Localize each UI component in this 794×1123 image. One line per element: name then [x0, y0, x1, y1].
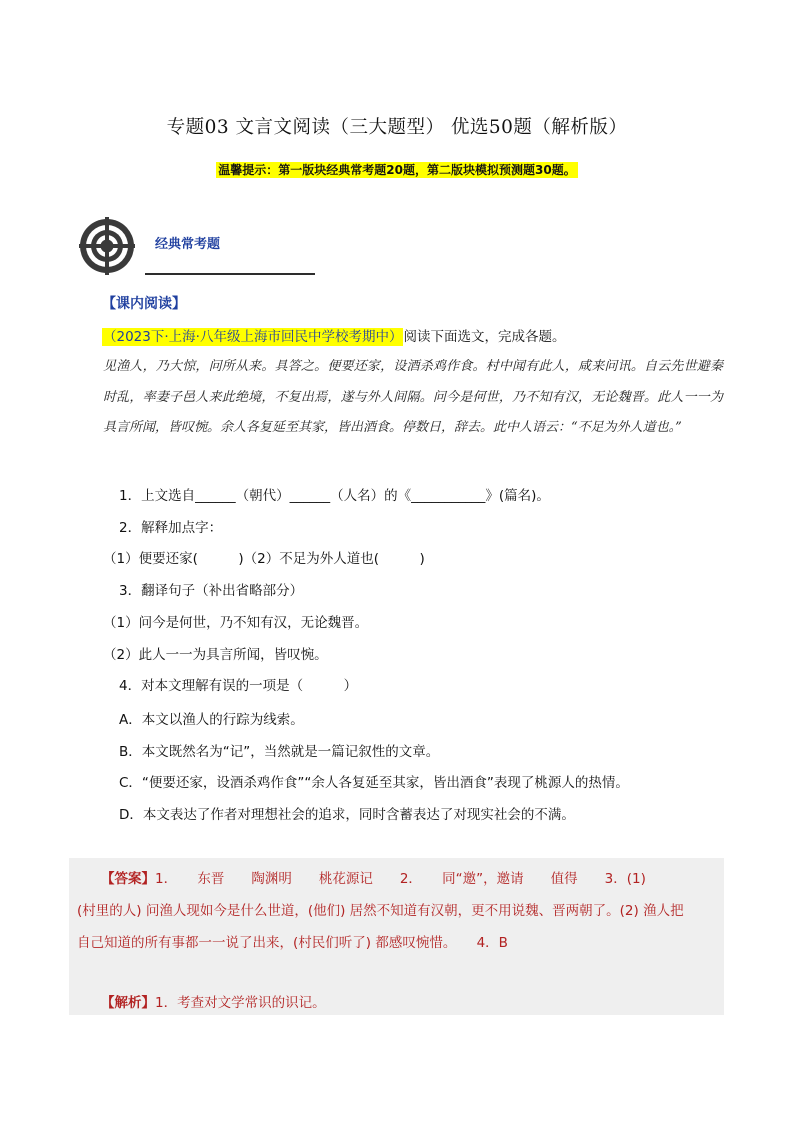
section-heading: 【课内阅读】 — [102, 296, 186, 312]
answer-line-2: (村里的人) 问渔人现如今是什么世道，(他们) 居然不知道有汉朝，更不用说魏、晋两朝了。(2) 渔人把 — [77, 903, 684, 919]
question-2: 2．解释加点字： — [119, 520, 223, 536]
section-badge — [75, 217, 245, 275]
question-4-option-d: D．本文表达了作者对理想社会的追求，同时含蓄表达了对现实社会的不满。 — [119, 807, 575, 823]
question-source — [102, 325, 565, 345]
question-4: 4．对本文理解有误的一项是（ ） — [119, 678, 358, 694]
tip-text: 温馨提示：第一版块经典常考题20题，第二版块模拟预测题30题。 — [218, 163, 576, 177]
question-1: 1．上文选自______（朝代）______（人名）的《___________》(篇名)。 — [119, 488, 550, 504]
analysis-text: 1．考查对文学常识的识记。 — [155, 995, 326, 1011]
badge-underline — [145, 273, 315, 275]
question-3-item-1: （1）问今是何世，乃不知有汉，无论魏晋。 — [103, 615, 369, 631]
tip-notice — [0, 161, 794, 178]
answer-line-3: 自己知道的所有事都一一说了出来，(村民们听了) 都感叹惋惜。 4．B — [77, 935, 508, 951]
question-4-option-c: C．“便要还家，设酒杀鸡作食”“余人各复延至其家，皆出酒食”表现了桃源人的热情。 — [119, 775, 629, 791]
badge-label: 经典常考题 — [155, 237, 221, 252]
analysis-label: 【解析】 — [101, 995, 155, 1011]
question-2-items: （1）便要还家( )（2）不足为外人道也( ) — [103, 551, 425, 567]
source-tag: （2023下·上海·八年级上海市回民中学校考期中） — [103, 329, 403, 345]
classical-passage: 见渔人，乃大惊，问所从来。具答之。便要还家，设酒杀鸡作食。村中闻有此人，咸来问讯。自云先世避秦时乱，率妻子邑人来此绝境，不复出焉，遂与外人间隔。问今是何世，乃不知有汉，无论魏晋。此人一一为具言所闻，皆叹惋。余人各复延至其家，皆出酒食。停数日，辞去。此中人语云：“不足为外人道也。” — [103, 359, 723, 435]
analysis-line — [101, 991, 326, 1011]
question-4-option-a: A．本文以渔人的行踪为线索。 — [119, 712, 304, 728]
page-title: 专题03 文言文阅读（三大题型） 优选50题（解析版） — [166, 117, 628, 138]
answer-box — [69, 858, 724, 1015]
question-4-option-b: B．本文既然名为“记”，当然就是一篇记叙性的文章。 — [119, 744, 440, 760]
answer-text-1: 1． 东晋 陶渊明 桃花源记 2． 同“邀”，邀请 值得 3．(1) — [155, 871, 646, 887]
source-instruction: 阅读下面选文，完成各题。 — [403, 329, 566, 345]
answer-line-1 — [101, 867, 646, 887]
answer-label: 【答案】 — [101, 871, 155, 887]
question-3-item-2: （2）此人一一为具言所闻，皆叹惋。 — [103, 647, 328, 663]
question-3: 3．翻译句子（补出省略部分） — [119, 583, 304, 599]
target-icon — [75, 217, 141, 275]
